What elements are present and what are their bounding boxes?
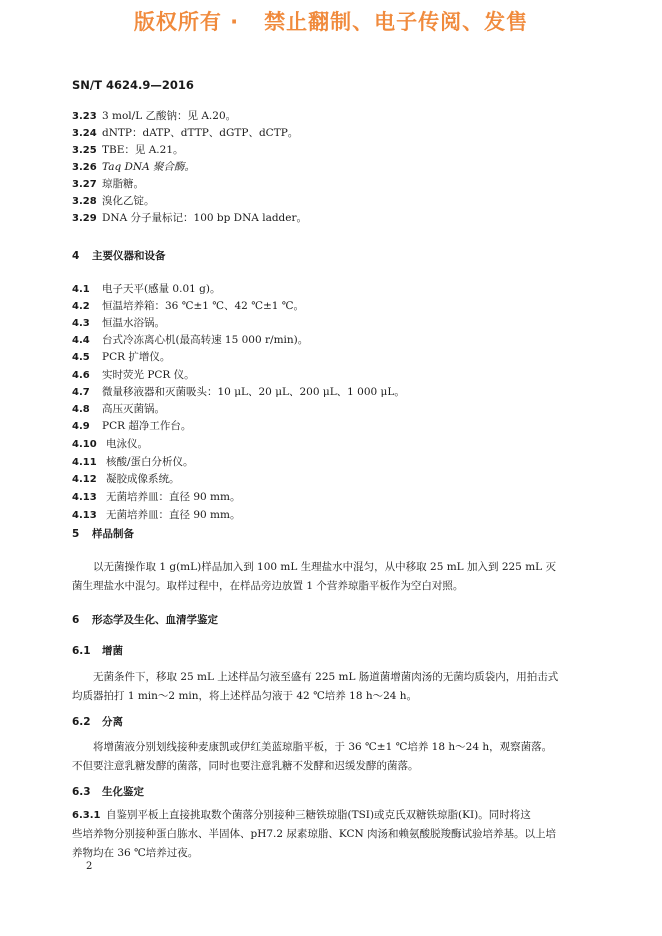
item-number: 3.24 xyxy=(72,128,97,139)
section-heading xyxy=(72,248,166,263)
clause-number: 6.3.1 xyxy=(72,810,101,821)
item-text: TBE：见 A.21。 xyxy=(102,144,184,156)
item-number: 4.5 xyxy=(72,352,90,363)
section-title: 形态学及生化、血清学鉴定 xyxy=(92,614,218,626)
paragraph-line: 无菌条件下，移取 25 mL 上述样品匀液至盛有 225 mL 肠道菌增菌肉汤的无菌均质袋内，用拍击式 xyxy=(93,671,559,683)
item-text: 凝胶成像系统。 xyxy=(106,473,180,485)
item-text: 琼脂糖。 xyxy=(102,178,144,190)
list-item xyxy=(72,472,180,487)
paragraph-text: 自鉴别平板上直接挑取数个菌落分别接种三糖铁琼脂(TSI)或克氏双糖铁琼脂(KI)。同时将这 xyxy=(106,809,531,821)
item-number: 3.27 xyxy=(72,179,97,190)
item-text: PCR 扩增仪。 xyxy=(102,351,171,363)
item-number: 4.1 xyxy=(72,284,90,295)
item-text: 实时荧光 PCR 仪。 xyxy=(102,369,195,381)
list-item xyxy=(72,490,240,505)
section-title: 主要仪器和设备 xyxy=(92,250,166,262)
subsection-number: 6.2 xyxy=(72,716,91,728)
subsection-number: 6.1 xyxy=(72,645,91,657)
list-item xyxy=(72,143,184,158)
list-item xyxy=(72,177,144,192)
item-number: 4.13 xyxy=(72,510,97,521)
item-text: 高压灭菌锅。 xyxy=(102,403,165,415)
item-text: 台式冷冻离心机(最高转速 15 000 r/min)。 xyxy=(102,334,309,346)
section-number: 4 xyxy=(72,250,80,262)
list-item xyxy=(72,508,240,523)
subsection-heading xyxy=(72,643,123,658)
section-heading xyxy=(72,526,134,541)
list-item xyxy=(72,299,304,314)
item-number: 4.11 xyxy=(72,457,97,468)
section-heading xyxy=(72,612,218,627)
paragraph xyxy=(72,738,592,776)
item-text: 核酸/蛋白分析仪。 xyxy=(106,456,194,468)
item-number: 4.6 xyxy=(72,370,90,381)
list-item xyxy=(72,455,194,470)
item-text: 电泳仪。 xyxy=(106,438,148,450)
copyright-banner: 版权所有 · 禁止翻制、电子传阅、发售 xyxy=(133,10,529,34)
item-number: 4.12 xyxy=(72,474,97,485)
subsection-title: 分离 xyxy=(102,716,123,728)
standard-number: SN/T 4624.9—2016 xyxy=(72,78,194,92)
list-item xyxy=(72,350,170,365)
list-item xyxy=(72,385,405,400)
item-number: 3.25 xyxy=(72,145,97,156)
item-text: dNTP：dATP、dTTP、dGTP、dCTP。 xyxy=(102,127,299,139)
item-text: 无菌培养皿：直径 90 mm。 xyxy=(106,509,241,521)
list-item xyxy=(72,126,298,141)
subsection-heading xyxy=(72,784,144,799)
list-item xyxy=(72,419,191,434)
item-number: 3.26 xyxy=(72,162,97,173)
list-item xyxy=(72,211,307,226)
paragraph xyxy=(72,558,592,596)
list-item xyxy=(72,316,165,331)
item-text: 微量移液器和灭菌吸头：10 μL、20 μL、200 μL、1 000 μL。 xyxy=(102,386,405,398)
list-item xyxy=(72,402,165,417)
paragraph xyxy=(72,806,592,863)
section-number: 5 xyxy=(72,528,80,540)
subsection-heading xyxy=(72,714,123,729)
section-title: 样品制备 xyxy=(92,528,134,540)
paragraph-line xyxy=(72,806,592,825)
item-text: 恒温培养箱：36 ℃±1 ℃、42 ℃±1 ℃。 xyxy=(102,300,305,312)
paragraph xyxy=(72,668,592,706)
list-item xyxy=(72,368,195,383)
item-number: 3.23 xyxy=(72,111,97,122)
page-number: 2 xyxy=(86,861,93,872)
list-item xyxy=(72,160,195,175)
item-text: 溴化乙锭。 xyxy=(102,195,155,207)
item-number: 4.8 xyxy=(72,404,90,415)
item-text: PCR 超净工作台。 xyxy=(102,420,192,432)
list-item xyxy=(72,109,236,124)
paragraph-line: 些培养物分别接种蛋白胨水、半固体、pH7.2 尿素琼脂、KCN 肉汤和赖氨酸脱羧酶试验培养基。以上培 xyxy=(72,828,557,840)
list-item xyxy=(72,282,220,297)
item-number: 4.7 xyxy=(72,387,90,398)
item-text: 无菌培养皿：直径 90 mm。 xyxy=(106,491,241,503)
item-number: 4.4 xyxy=(72,335,90,346)
item-text: Taq DNA 聚合酶。 xyxy=(102,161,196,173)
list-item xyxy=(72,437,148,452)
list-item xyxy=(72,194,155,209)
item-number: 4.9 xyxy=(72,421,90,432)
paragraph-line: 均质器拍打 1 min～2 min，将上述样品匀液于 42 ℃培养 18 h～24 h。 xyxy=(72,690,418,702)
list-item xyxy=(72,333,308,348)
item-number: 4.10 xyxy=(72,439,97,450)
subsection-number: 6.3 xyxy=(72,786,91,798)
paragraph-line: 菌生理盐水中混匀。取样过程中，在样品旁边放置 1 个营养琼脂平板作为空白对照。 xyxy=(72,580,464,592)
paragraph-line: 养物均在 36 ℃培养过夜。 xyxy=(72,847,199,859)
item-number: 4.3 xyxy=(72,318,90,329)
item-text: DNA 分子量标记：100 bp DNA ladder。 xyxy=(102,212,308,224)
paragraph-line: 不但要注意乳糖发酵的菌落，同时也要注意乳糖不发酵和迟缓发酵的菌落。 xyxy=(72,760,419,772)
paragraph-line: 将增菌液分别划线接种麦康凯或伊红美蓝琼脂平板，于 36 ℃±1 ℃培养 18 h～24 h，观察菌落。 xyxy=(93,741,553,753)
item-number: 4.13 xyxy=(72,492,97,503)
subsection-title: 生化鉴定 xyxy=(102,786,144,798)
item-text: 电子天平(感量 0.01 g)。 xyxy=(102,283,221,295)
item-text: 恒温水浴锅。 xyxy=(102,317,165,329)
item-text: 3 mol/L 乙酸钠：见 A.20。 xyxy=(102,110,237,122)
item-number: 4.2 xyxy=(72,301,90,312)
subsection-title: 增菌 xyxy=(102,645,123,657)
item-number: 3.29 xyxy=(72,213,97,224)
paragraph-line: 以无菌操作取 1 g(mL)样品加入到 100 mL 生理盐水中混匀，从中移取 25 mL 加入到 225 mL 灭 xyxy=(93,561,556,573)
item-number: 3.28 xyxy=(72,196,97,207)
section-number: 6 xyxy=(72,614,80,626)
